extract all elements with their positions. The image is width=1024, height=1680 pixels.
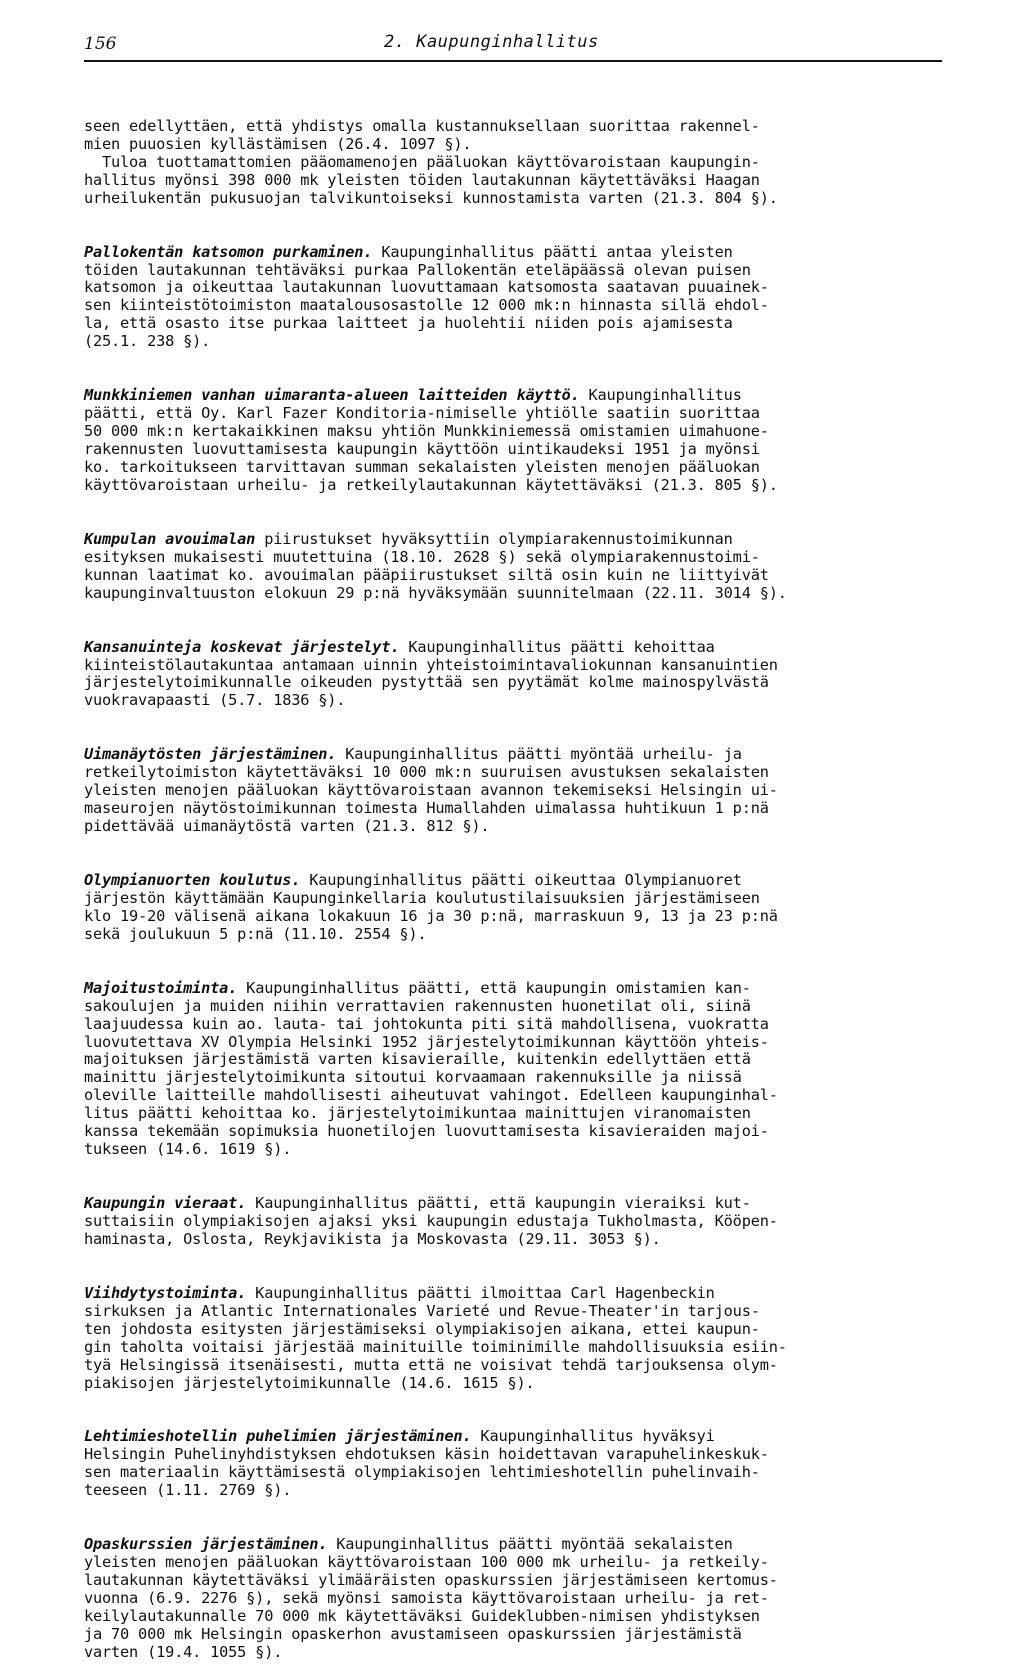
paragraph bbox=[84, 872, 964, 944]
paragraph-heading: Kansanuinteja koskevat järjestelyt. bbox=[84, 637, 400, 656]
running-title: 2. Kaupunginhallitus bbox=[384, 32, 599, 52]
paragraph bbox=[84, 639, 964, 711]
paragraph bbox=[84, 746, 964, 836]
page-number: 156 bbox=[84, 34, 117, 54]
paragraph-heading: Olympianuorten koulutus. bbox=[84, 870, 301, 889]
paragraph-heading: Uimanäytösten järjestäminen. bbox=[84, 745, 337, 764]
paragraph-heading: Viihdytystoiminta. bbox=[84, 1283, 247, 1302]
paragraph-text: seen edellyttäen, että yhdistys omalla kustannuksellaan suorittaa rakennel- mien puuosien kyllästämisen (26.4. 1097 §). Tuloa tuottamattomien pääomamenojen pääluokan käyttövaroistaan kaupungin- hallitus myönsi 398 000 mk yleisten töiden lautakunnan käytettäväksi Haagan urheilukentän pukusuojan talvikuntoiseksi kunnostamista varten (21.3. 804 §). bbox=[84, 116, 778, 207]
page-header bbox=[84, 30, 942, 62]
document-body bbox=[84, 82, 964, 1680]
paragraph-text: Kaupunginhallitus päätti oikeuttaa Olympianuoret järjestön käyttämään Kaupunginkellaria koulutustilaisuuksien järjestämiseen klo 19-20 välisenä aikana lokakuun 16 ja 30 p:nä, marraskuun 9, 13 ja 23 p:nä sekä joulukuun 5 p:nä (11.10. 2554 §). bbox=[84, 870, 778, 943]
paragraph-text: Kaupunginhallitus päätti, että kaupungin omistamien kan- sakoulujen ja muiden niihin verrattavien rakennusten huonetilat oli, siinä laajuudessa kuin ao. lauta- tai johtokunta piti sitä mahdollisena, vuokratta luovutettava XV Olympia Helsinki 1952 järjestelytoimikunnan käyttöön yhteis- majoituksen järjestämistä varten kisavieraille, kuitenkin edellyttäen että mainittu järjestelytoimikunta sitoutui korvaamaan rakennuksille ja niissä oleville laitteille mahdollisesti aiheutuvat vahingot. Edelleen kaupunginhal- litus päätti kehoittaa ko. järjestelytoimikuntaa mainittujen viranomaisten kanssa tekemään sopimuksia huonetilojen luovuttamisesta kisavieraiden majoi- tukseen (14.6. 1619 §). bbox=[84, 978, 778, 1159]
paragraph-text: Kaupunginhallitus hyväksyi Helsingin Puhelinyhdistyksen ehdotuksen käsin hoidettavan varapuhelinkeskuk- sen materiaalin käyttämisestä olympiakisojen lehtimieshotellin puhelinvaih- teeseen (1.11. 2769 §). bbox=[84, 1427, 769, 1500]
paragraph bbox=[84, 1285, 964, 1393]
paragraph-heading: Munkkiniemen vanhan uimaranta-alueen laitteiden käyttö. bbox=[84, 386, 580, 405]
paragraph bbox=[84, 980, 964, 1160]
paragraph-heading: Lehtimieshotellin puhelimien järjestäminen. bbox=[84, 1427, 472, 1446]
paragraph bbox=[84, 387, 964, 495]
paragraph bbox=[84, 118, 964, 208]
paragraph-text: Kaupunginhallitus päätti myöntää sekalaisten yleisten menojen pääluokan käyttövaroistaan 100 000 mk urheilu- ja retkeily- lautakunnan käytettäväksi ylimääräisten opaskurssien järjestämiseen kertomus- vuonna (6.9. 2276 §), sekä myönsi samoista käyttövaroistaan urheilu- ja ret- keilylautakunnalle 70 000 mk käytettäväksi Guideklubben-nimisen yhdistyksen ja 70 000 mk Helsingin opaskerhon avustamiseen opaskurssien järjestämistä varten (19.4. 1055 §). bbox=[84, 1535, 778, 1661]
paragraph-text: Kaupunginhallitus päätti, että Oy. Karl Fazer Konditoria-nimiselle yhtiölle saatiin suorittaa 50 000 mk:n kertakaikkinen maksu yhtiön Munkkiniemessä omistamien uimahuone- rakennusten luovuttamisesta kaupungin käyttöön uintikaudeksi 1951 ja myönsi ko. tarkoitukseen tarvittavan summan sekalaisten yleisten menojen pääluokan käyttövaroistaan urheilu- ja retkeilylautakunnan käytettäväksi (21.3. 805 §). bbox=[84, 386, 778, 494]
paragraph-heading: Majoitustoiminta. bbox=[84, 978, 238, 997]
paragraph bbox=[84, 1195, 964, 1249]
paragraph-text: Kaupunginhallitus päätti myöntää urheilu- ja retkeilytoimiston käytettäväksi 10 000 mk:n suuruisen avustuksen sekalaisten yleisten menojen pääluokan käyttövaroistaan avannon tekemiseksi Helsingin ui- maseurojen näytöstoimikunnan toimesta Humallahden uimalassa huhtikuun 1 p:nä pidettävää uimanäytöstä varten (21.3. 812 §). bbox=[84, 745, 778, 836]
paragraph-text: piirustukset hyväksyttiin olympiarakennustoimikunnan esityksen mukaisesti muutettuina (18.10. 2628 §) sekä olympiarakennustoimi- kunnan laatimat ko. avouimalan pääpiirustukset siltä osin kuin ne liittyivät kaupunginvaltuuston elokuun 29 p:nä hyväksymään suunnitelmaan (22.11. 3014 §). bbox=[84, 529, 787, 602]
paragraph-heading: Pallokentän katsomon purkaminen. bbox=[84, 242, 373, 261]
paragraph-heading: Opaskurssien järjestäminen. bbox=[84, 1535, 328, 1554]
paragraph-text: Kaupunginhallitus päätti antaa yleisten töiden lautakunnan tehtäväksi purkaa Pallokentän eteläpäässä olevan puisen katsomon ja oikeuttaa lautakunnan luovuttamaan katsomosta saatavan puuainek- sen kiinteistötoimiston maatalousosastolle 12 000 mk:n hinnasta sillä ehdol- la, että osasto itse purkaa laitteet ja huolehtii niiden pois ajamisesta (25.1. 238 §). bbox=[84, 242, 769, 351]
paragraph-heading: Kaupungin vieraat. bbox=[84, 1194, 247, 1213]
paragraph-text: Kaupunginhallitus päätti kehoittaa kiinteistölautakuntaa antamaan uinnin yhteistoimintavaliokunnan kansanuintien järjestelytoimikunnalle oikeuden pystyttää sen pyytämät kolme mainospylvästä vuokravapaasti (5.7. 1836 §). bbox=[84, 637, 778, 710]
paragraph bbox=[84, 1428, 964, 1500]
paragraph-text: Kaupunginhallitus päätti ilmoittaa Carl Hagenbeckin sirkuksen ja Atlantic Internationales Varieté und Revue-Theater'in tarjous- ten johdosta esitysten järjestämiseksi olympiakisojen aikana, ettei kaupun- gin taholta voitaisi järjestää mainituille toiminimille mahdollisuuksia esiin- tyä Helsingissä itsenäisesti, mutta että ne voisivat tehdä tarjouksensa olym- piakisojen järjestelytoimikunnalle (14.6. 1615 §). bbox=[84, 1283, 787, 1392]
paragraph-heading: Kumpulan avouimalan bbox=[84, 529, 256, 548]
paragraph bbox=[84, 244, 964, 352]
paragraph bbox=[84, 531, 964, 603]
paragraph bbox=[84, 1536, 964, 1662]
paragraph-text: Kaupunginhallitus päätti, että kaupungin vieraiksi kut- suttaisiin olympiakisojen ajaksi yksi kaupungin edustaja Tukholmasta, Kööpen- haminasta, Oslosta, Reykjavikista ja Moskovasta (29.11. 3053 §). bbox=[84, 1194, 778, 1248]
